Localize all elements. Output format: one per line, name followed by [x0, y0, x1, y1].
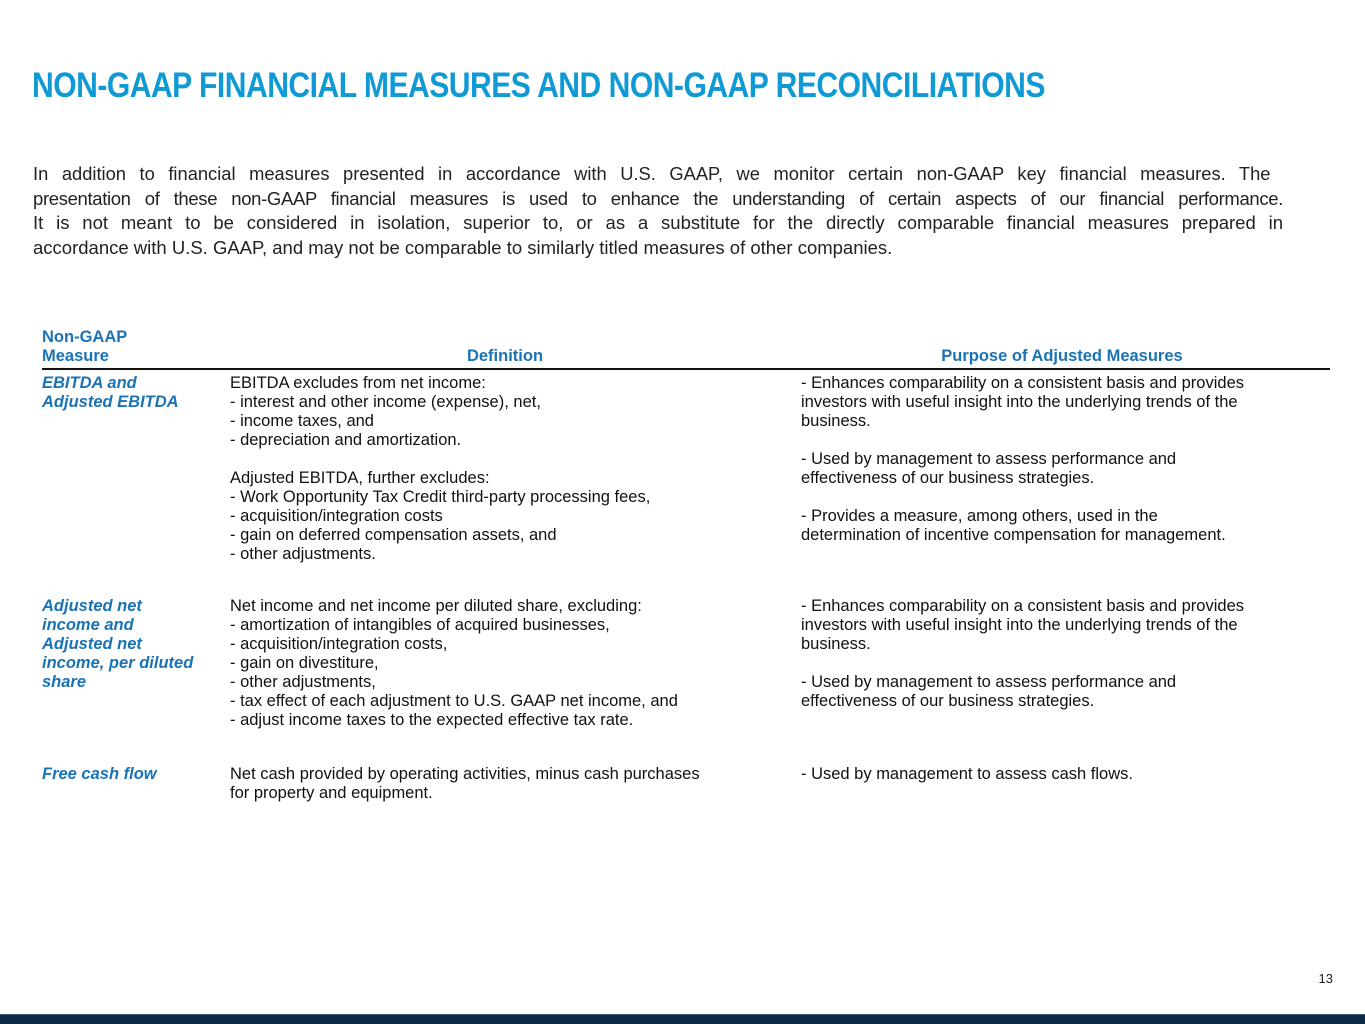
measure-line: Adjusted net	[42, 635, 142, 653]
definition-line: - income taxes, and	[230, 412, 374, 430]
table-header	[42, 328, 1330, 370]
purpose-line: determination of incentive compensation for management.	[801, 526, 1226, 544]
purpose-line: effectiveness of our business strategies.	[801, 469, 1095, 487]
measure-purpose	[801, 374, 1330, 545]
purpose-line: investors with useful insight into the underlying trends of the	[801, 393, 1238, 411]
header-purpose: Purpose of Adjusted Measures	[941, 347, 1183, 365]
non-gaap-measures-table	[42, 328, 1330, 802]
intro-line: It is not meant to be considered in isolation, superior to, or as a substitute for the directly comparable financial measures prepared in	[33, 212, 1283, 233]
measure-line: Adjusted net	[42, 597, 142, 615]
intro-line: In addition to financial measures presented in accordance with U.S. GAAP, we monitor certain non-GAAP key financial measures. The	[33, 163, 1271, 184]
measure-line: Free cash flow	[42, 765, 157, 783]
purpose-line: - Used by management to assess performance and	[801, 450, 1177, 468]
intro-paragraph	[33, 162, 1283, 260]
measure-line: Adjusted EBITDA	[42, 393, 179, 411]
definition-line: - Work Opportunity Tax Credit third-party processing fees,	[230, 488, 651, 506]
purpose-line: - Provides a measure, among others, used in the	[801, 507, 1158, 525]
page-title: NON-GAAP FINANCIAL MEASURES AND NON-GAAP RECONCILIATIONS	[32, 66, 1045, 105]
measure-definition	[230, 765, 790, 803]
measure-purpose	[801, 765, 1330, 784]
definition-line: - other adjustments,	[230, 673, 376, 691]
definition-line: for property and equipment.	[230, 784, 433, 802]
definition-line: - gain on divestiture,	[230, 654, 379, 672]
measure-line: income, per diluted	[42, 654, 194, 672]
measure-line: EBITDA and	[42, 374, 137, 392]
measure-line: income and	[42, 616, 134, 634]
measure-name	[42, 374, 227, 412]
purpose-line: effectiveness of our business strategies.	[801, 692, 1095, 710]
measure-name	[42, 597, 227, 692]
purpose-line: - Used by management to assess performance and	[801, 673, 1177, 691]
definition-line: EBITDA excludes from net income:	[230, 374, 486, 392]
definition-line: - gain on deferred compensation assets, and	[230, 526, 557, 544]
footer-bar	[0, 1014, 1365, 1024]
purpose-line: - Used by management to assess cash flows.	[801, 765, 1133, 783]
definition-line	[230, 450, 790, 469]
definition-line: - interest and other income (expense), net,	[230, 393, 541, 411]
measure-definition	[230, 597, 790, 730]
measure-name	[42, 765, 227, 784]
definition-line: - tax effect of each adjustment to U.S. GAAP net income, and	[230, 692, 678, 710]
intro-line: accordance with U.S. GAAP, and may not be comparable to similarly titled measures of other companies.	[33, 236, 893, 258]
definition-line: - depreciation and amortization.	[230, 431, 462, 449]
definition-line: - acquisition/integration costs	[230, 507, 443, 525]
intro-line: presentation of these non-GAAP financial measures is used to enhance the understanding of certain aspects of our financial performance.	[33, 187, 1283, 209]
measure-line: share	[42, 673, 87, 691]
purpose-line	[801, 654, 1330, 673]
definition-line: - acquisition/integration costs,	[230, 635, 448, 653]
purpose-line: business.	[801, 412, 871, 430]
definition-line: Net income and net income per diluted share, excluding:	[230, 597, 642, 615]
definition-line: - amortization of intangibles of acquired businesses,	[230, 616, 610, 634]
definition-line: Adjusted EBITDA, further excludes:	[230, 469, 490, 487]
header-definition: Definition	[466, 347, 544, 365]
purpose-line: - Enhances comparability on a consistent basis and provides	[801, 374, 1244, 392]
header-measure: Non-GAAP Measure	[42, 328, 128, 365]
purpose-line: - Enhances comparability on a consistent basis and provides	[801, 597, 1244, 615]
purpose-line: business.	[801, 635, 871, 653]
purpose-line	[801, 431, 1330, 450]
page-number: 13	[1318, 971, 1333, 986]
purpose-line: investors with useful insight into the underlying trends of the	[801, 616, 1238, 634]
measure-definition	[230, 374, 790, 564]
measure-purpose	[801, 597, 1330, 711]
definition-line: - other adjustments.	[230, 545, 376, 563]
purpose-line	[801, 488, 1330, 507]
definition-line: - adjust income taxes to the expected effective tax rate.	[230, 711, 634, 729]
definition-line: Net cash provided by operating activities, minus cash purchases	[230, 765, 700, 783]
